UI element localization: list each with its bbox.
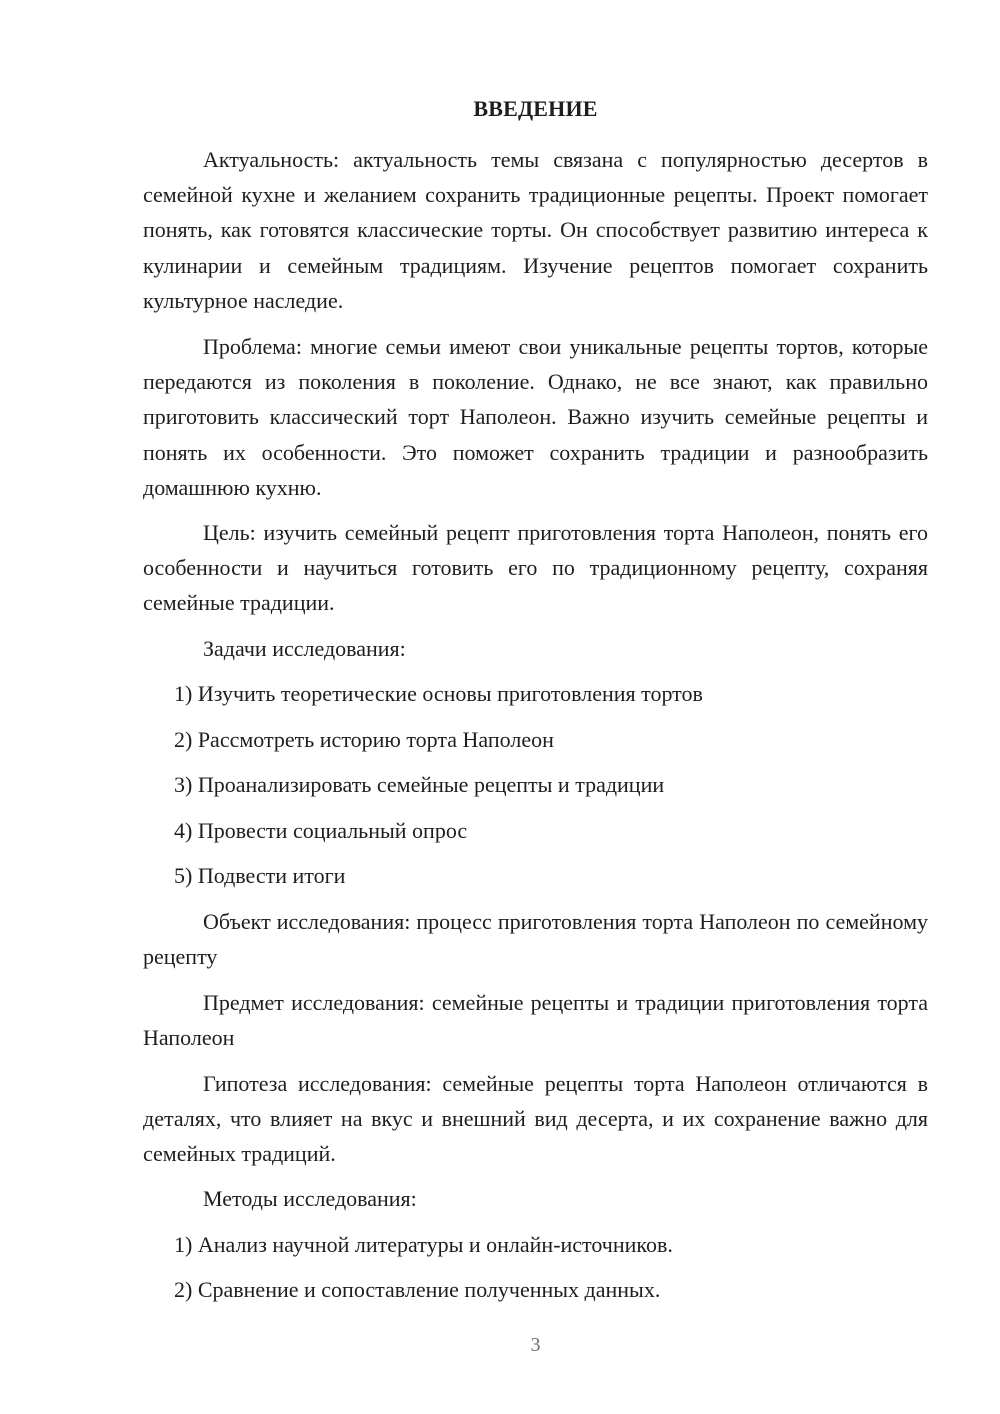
subject-paragraph: Предмет исследования: семейные рецепты и традиции приготовления торта Наполеон <box>143 990 928 1051</box>
object-paragraph: Объект исследования: процесс приготовления торта Наполеон по семейному рецепту <box>143 909 928 970</box>
tasks-label: Задачи исследования: <box>203 636 406 661</box>
task-item: 5) Подвести итоги <box>174 863 346 888</box>
task-item: 1) Изучить теоретические основы приготовления тортов <box>174 681 703 706</box>
problem-paragraph: Проблема: многие семьи имеют свои уникальные рецепты тортов, которые передаются из поколения в поколение. Однако, не все знают, как правильно приготовить классический торт Наполеон. Важно изучить семейные рецепты и понять их особенности. Это поможет сохранить традиции и разнообразить домашнюю кухню. <box>143 334 928 500</box>
task-item: 2) Рассмотреть историю торта Наполеон <box>174 727 554 752</box>
task-item: 3) Проанализировать семейные рецепты и традиции <box>174 772 665 797</box>
page-title: ВВЕДЕНИЕ <box>473 96 598 121</box>
relevance-paragraph: Актуальность: актуальность темы связана с популярностью десертов в семейной кухне и желанием сохранить традиционные рецепты. Проект помогает понять, как готовятся классические торты. Он способствует развитию интереса к кулинарии и семейным традициям. Изучение рецептов помогает сохранить культурное наследие. <box>143 147 928 313</box>
method-item: 1) Анализ научной литературы и онлайн-источников. <box>174 1232 673 1257</box>
method-item: 2) Сравнение и сопоставление полученных данных. <box>174 1277 661 1302</box>
goal-paragraph: Цель: изучить семейный рецепт приготовления торта Наполеон, понять его особенности и научиться готовить его по традиционному рецепту, сохраняя семейные традиции. <box>143 520 928 616</box>
task-item: 4) Провести социальный опрос <box>174 818 468 843</box>
methods-label: Методы исследования: <box>203 1186 417 1211</box>
page-number: 3 <box>530 1334 541 1356</box>
hypothesis-paragraph: Гипотеза исследования: семейные рецепты торта Наполеон отличаются в деталях, что влияет на вкус и внешний вид десерта, и их сохранение важно для семейных традиций. <box>143 1071 928 1167</box>
